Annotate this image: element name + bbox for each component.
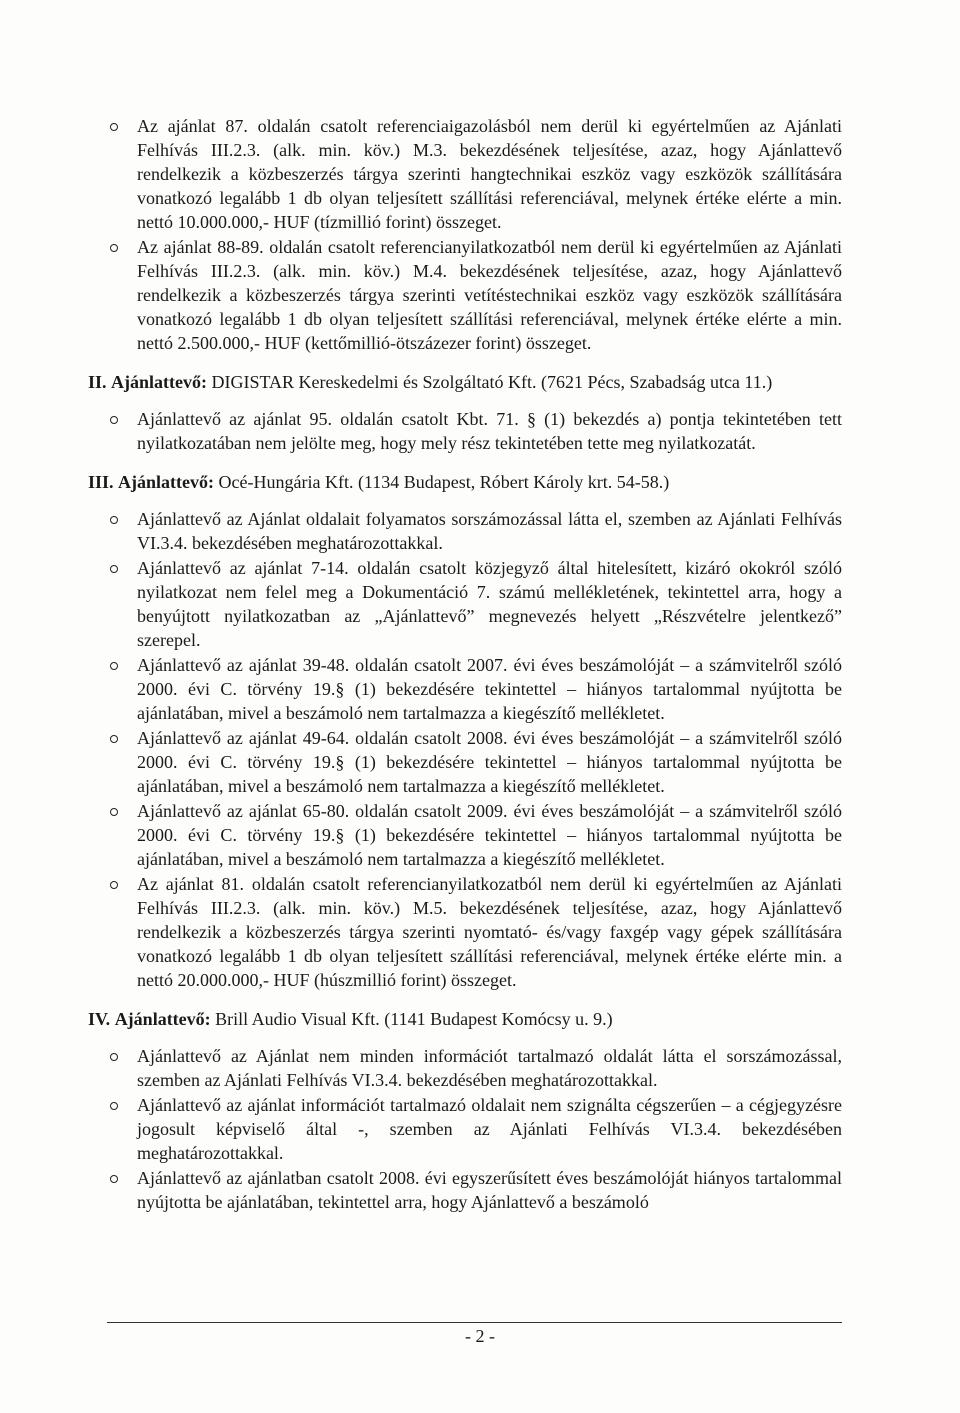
bullet-icon bbox=[110, 881, 118, 889]
bullet-icon bbox=[110, 516, 118, 524]
list-item bbox=[107, 407, 842, 455]
section-ii bbox=[88, 370, 842, 455]
list-item bbox=[107, 556, 842, 652]
list-item bbox=[107, 1166, 842, 1214]
bullet-text: Ajánlattevő az ajánlat 7-14. oldalán csatolt közjegyző által hitelesített, kizáró okokról szóló nyilatkozat nem felel meg a Dokumentáció 7. számú mellékletének, tekintettel arra, hogy a benyújtott nyilatkozatban az „Ajánlattevő” megnevezés helyett „Részvételre jelentkező” szerepel. bbox=[137, 558, 842, 650]
footer-divider bbox=[107, 1322, 842, 1323]
section-heading bbox=[88, 1007, 842, 1031]
section-number: II. bbox=[88, 372, 107, 392]
section-label: Ajánlattevő: bbox=[114, 1009, 211, 1029]
bullet-icon bbox=[110, 1053, 118, 1061]
bullet-text: Ajánlattevő az ajánlatban csatolt 2008. évi egyszerűsített éves beszámolóját hiányos tartalommal nyújtotta be ajánlatában, tekintettel arra, hogy Ajánlattevő a beszámoló bbox=[137, 1168, 842, 1212]
list-item bbox=[107, 1044, 842, 1092]
intro-bullet-list bbox=[107, 114, 842, 355]
bullet-text: Az ajánlat 88-89. oldalán csatolt referencianyilatkozatból nem derül ki egyértelműen az Ajánlati Felhívás III.2.3. (alk. min. köv.) M.4. bekezdésének teljesítése, azaz, hogy Ajánlattevő rendelkezik a közbeszerzés tárgya szerinti vetítéstechnikai eszköz vagy eszközök szállítására vonatkozó legalább 1 db olyan teljesített szállítási referenciával, melynek értéke elérte a min. nettó 2.500.000,- HUF (kettőmillió-ötszázezer forint) összeget. bbox=[137, 237, 842, 353]
page-number: - 2 - bbox=[465, 1326, 495, 1346]
bullet-text: Ajánlattevő az ajánlat információt tartalmazó oldalait nem szignálta cégszerűen – a cégjegyzésre jogosult képviselő által -, szemben az Ajánlati Felhívás VI.3.4. bekezdésében meghatározottakkal. bbox=[137, 1095, 842, 1163]
bullet-text: Ajánlattevő az ajánlat 39-48. oldalán csatolt 2007. évi éves beszámolóját – a számvitelről szóló 2000. évi C. törvény 19.§ (1) bekezdésére tekintettel – hiányos tartalommal nyújtotta be ajánlatában, mivel a beszámoló nem tartalmazza a kiegészítő mellékletet. bbox=[137, 655, 842, 723]
bidder-name: DIGISTAR Kereskedelmi és Szolgáltató Kft. (7621 Pécs, Szabadság utca 11.) bbox=[211, 372, 773, 392]
list-item bbox=[107, 1093, 842, 1165]
bullet-text: Ajánlattevő az Ajánlat oldalait folyamatos sorszámozással látta el, szemben az Ajánlati Felhívás VI.3.4. bekezdésében meghatározottakkal. bbox=[137, 509, 842, 553]
bullet-icon bbox=[110, 416, 118, 424]
list-item bbox=[107, 653, 842, 725]
list-item bbox=[107, 235, 842, 355]
section-iv bbox=[88, 1007, 842, 1214]
section-label: Ajánlattevő: bbox=[118, 472, 214, 492]
bullet-icon bbox=[110, 565, 118, 573]
bullet-text: Ajánlattevő az ajánlat 95. oldalán csatolt Kbt. 71. § (1) bekezdés a) pontja tekintetében tett nyilatkozatában nem jelölte meg, hogy mely rész tekintetében tette meg nyilatkozatát. bbox=[137, 409, 842, 453]
section-label: Ajánlattevő: bbox=[111, 372, 207, 392]
section-bullet-list bbox=[107, 1044, 842, 1214]
bullet-text: Ajánlattevő az Ajánlat nem minden információt tartalmazó oldalát látta el sorszámozással, szemben az Ajánlati Felhívás VI.3.4. bekezdésében meghatározottakkal. bbox=[137, 1046, 842, 1090]
bullet-icon bbox=[110, 735, 118, 743]
list-item bbox=[107, 799, 842, 871]
section-heading bbox=[88, 470, 842, 494]
bullet-text: Ajánlattevő az ajánlat 49-64. oldalán csatolt 2008. évi éves beszámolóját – a számvitelről szóló 2000. évi C. törvény 19.§ (1) bekezdésére tekintettel – hiányos tartalommal nyújtotta be ajánlatában, mivel a beszámoló nem tartalmazza a kiegészítő mellékletet. bbox=[137, 728, 842, 796]
section-heading bbox=[88, 370, 842, 394]
bullet-icon bbox=[110, 123, 118, 131]
section-number: III. bbox=[88, 472, 114, 492]
bullet-icon bbox=[110, 1175, 118, 1183]
list-item bbox=[107, 726, 842, 798]
bullet-icon bbox=[110, 662, 118, 670]
bullet-icon bbox=[110, 1102, 118, 1110]
section-bullet-list bbox=[107, 507, 842, 992]
bidder-name: Brill Audio Visual Kft. (1141 Budapest Komócsy u. 9.) bbox=[215, 1009, 613, 1029]
bullet-text: Az ajánlat 87. oldalán csatolt referenciaigazolásból nem derül ki egyértelműen az Ajánlati Felhívás III.2.3. (alk. min. köv.) M.3. bekezdésének teljesítése, azaz, hogy Ajánlattevő rendelkezik a közbeszerzés tárgya szerinti hangtechnikai eszköz vagy eszközök szállítására vonatkozó legalább 1 db olyan teljesített szállítási referenciával, melynek értéke elérte a min. nettó 10.000.000,- HUF (tízmillió forint) összeget. bbox=[137, 116, 842, 232]
bidder-name: Océ-Hungária Kft. (1134 Budapest, Róbert Károly krt. 54-58.) bbox=[218, 472, 670, 492]
list-item bbox=[107, 114, 842, 234]
document-body bbox=[88, 114, 842, 1215]
list-item bbox=[107, 872, 842, 992]
bullet-text: Az ajánlat 81. oldalán csatolt referencianyilatkozatból nem derül ki egyértelműen az Ajánlati Felhívás III.2.3. (alk. min. köv.) M.5. bekezdésének teljesítése, azaz, hogy Ajánlattevő rendelkezik a közbeszerzés tárgya szerinti nyomtató- és/vagy faxgép vagy gépek szállítására vonatkozó legalább 1 db olyan teljesített szállítási referenciával, melynek értéke elérte min. a nettó 20.000.000,- HUF (húszmillió forint) összeget. bbox=[137, 874, 842, 990]
list-item bbox=[107, 507, 842, 555]
section-bullet-list bbox=[107, 407, 842, 455]
section-iii bbox=[88, 470, 842, 992]
section-number: IV. bbox=[88, 1009, 111, 1029]
bullet-icon bbox=[110, 244, 118, 252]
bullet-icon bbox=[110, 808, 118, 816]
bullet-text: Ajánlattevő az ajánlat 65-80. oldalán csatolt 2009. évi éves beszámolóját – a számvitelről szóló 2000. évi C. törvény 19.§ (1) bekezdésére tekintettel – hiányos tartalommal nyújtotta be ajánlatában, mivel a beszámoló nem tartalmazza a kiegészítő mellékletet. bbox=[137, 801, 842, 869]
